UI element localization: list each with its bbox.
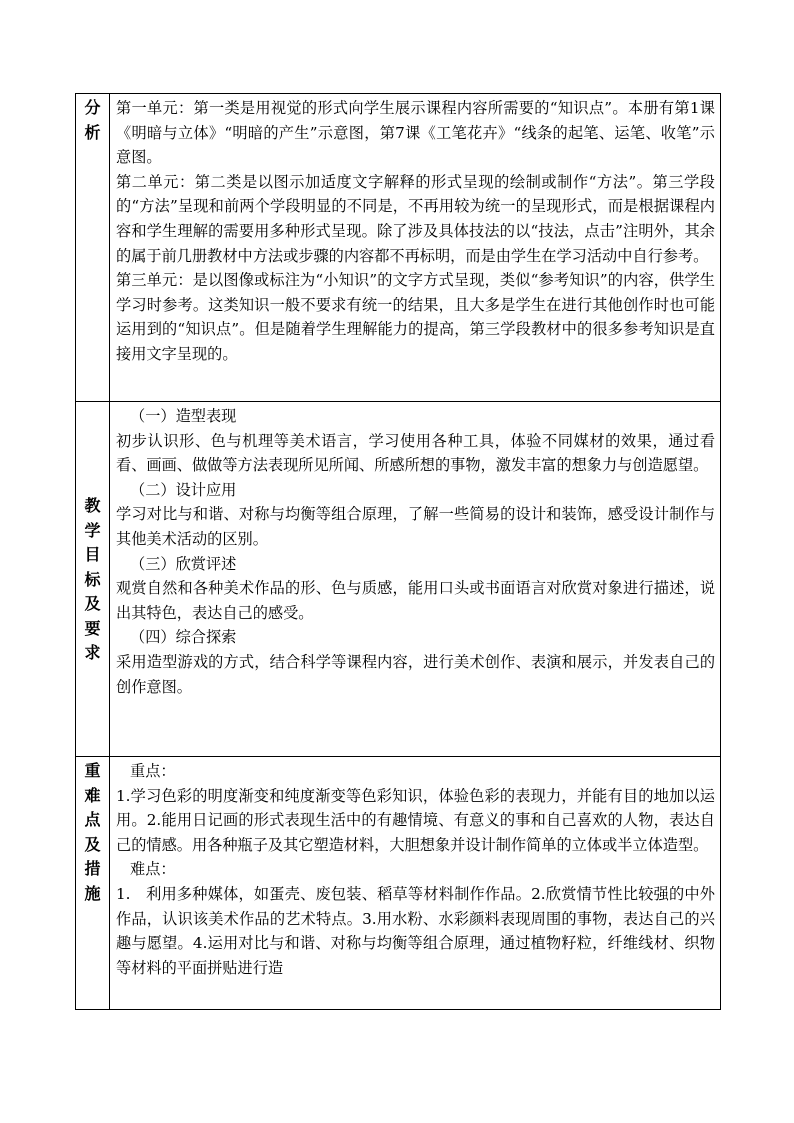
analysis-unit-1: 第一单元：第一类是用视觉的形式向学生展示课程内容所需要的“知识点”。本册有第1课《明暗与立体》“明暗的产生”示意图，第7课《工笔花卉》“线条的起笔、运笔、收笔”示意图。 [116,99,715,167]
goals-row [76,402,721,757]
key-text: 1.学习色彩的明度渐变和纯度渐变等色彩知识，体验色彩的表现力，并能有目的地加以运用。2.能用日记画的形式表现生活中的有趣情境、有意义的事和自己喜欢的人物，表达自己的情感。用各种瓶子及其它塑造材料，大胆想象并设计制作简单的立体或半立体造型。 [116,786,715,854]
goal-text-1: 初步认识形、色与机理等美术语言，学习使用各种工具，体验不同媒材的效果，通过看看、画画、做做等方法表现所见所闻、所感所想的事物，激发丰富的想象力与创造愿望。 [116,431,715,475]
goal-heading-2: （二）设计应用 [130,480,237,499]
key-heading: 重点： [130,762,176,780]
goal-heading-1: （一）造型表现 [130,407,237,425]
goals-label: 教 学 目 标 及 要 求 [84,496,101,663]
difficult-heading: 难点： [130,860,176,879]
goals-label-cell [76,402,110,757]
analysis-content [110,94,721,402]
goal-heading-4: （四）综合探索 [130,628,237,647]
key-points-content [110,757,721,1010]
analysis-row [76,94,721,402]
key-points-label-cell [76,757,110,1010]
analysis-label-cell [76,94,110,402]
lesson-plan-table [75,93,721,1010]
goals-content [110,402,721,757]
analysis-label: 分 析 [84,98,101,142]
document-page [75,93,721,1010]
goal-text-3: 观赏自然和各种美术作品的形、色与质感，能用口头或书面语言对欣赏对象进行描述，说出其特色，表达自己的感受。 [116,579,715,622]
key-points-row [76,757,721,1010]
analysis-unit-2: 第二单元：第二类是以图示加适度文字解释的形式呈现的绘制或制作“方法”。第三学段的“方法”呈现和前两个学段明显的不同是，不再用较为统一的呈现形式，而是根据课程内容和学生理解的需要用多种形式呈现。除了涉及具体技法的以“技法，点击”注明外，其余的属于前几册教材中方法或步骤的内容都不再标明，而是由学生在学习活动中自行参考。 [116,172,715,265]
goal-text-2: 学习对比与和谐、对称与均衡等组合原理，了解一些简易的设计和装饰，感受设计制作与其他美术活动的区别。 [116,505,715,548]
key-points-label: 重 难 点 及 措 施 [84,761,101,903]
difficult-text: 1. 利用多种媒体，如蛋壳、废包装、稻草等材料制作作品。2.欣赏情节性比较强的中外作品，认识该美术作品的艺术特点。3.用水粉、水彩颜料表现周围的事物，表达自己的兴趣与愿望。4.运用对比与和谐、对称与均衡等组合原理，通过植物籽粒，纤维线材、织物等材料的平面拼贴进行造 [116,884,715,977]
goal-text-4: 采用造型游戏的方式，结合科学等课程内容，进行美术创作、表演和展示，并发表自己的创作意图。 [116,652,715,696]
goal-heading-3: （三）欣赏评述 [130,554,237,573]
analysis-unit-3: 第三单元：是以图像或标注为“小知识”的文字方式呈现，类似“参考知识”的内容，供学生学习时参考。这类知识一般不要求有统一的结果，且大多是学生在进行其他创作时也可能运用到的“知识点”。但是随着学生理解能力的提高，第三学段教材中的很多参考知识是直接用文字呈现的。 [116,271,715,363]
